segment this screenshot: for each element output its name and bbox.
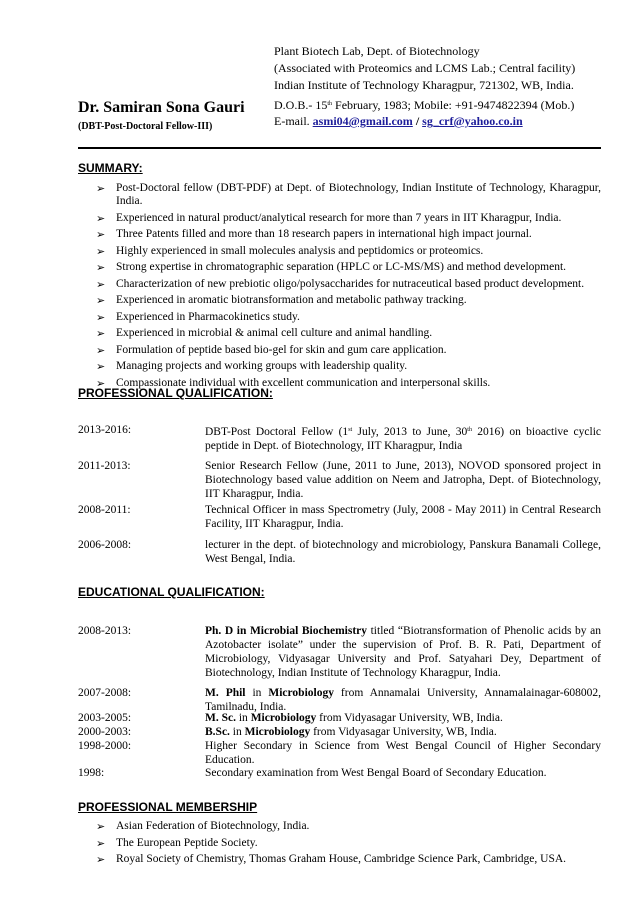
professional-entry: [78, 503, 601, 531]
email-separator: /: [412, 114, 423, 128]
entry-description: M. Sc. in Microbiology from Vidyasagar University, WB, India.: [205, 712, 503, 724]
membership-heading: PROFESSIONAL MEMBERSHIP: [78, 800, 258, 814]
list-item: ➢ Characterization of new prebiotic oligo/polysaccharides for nutraceutical based product development.: [96, 277, 585, 291]
education-entry: [78, 624, 601, 680]
list-item: ➢ Three Patents filled and more than 18 research papers in international high impact journal.: [96, 228, 532, 241]
arrow-bullet-icon: ➢: [96, 310, 106, 324]
education-entry: [78, 711, 601, 725]
entry-years: 1998-2000:: [78, 740, 132, 752]
arrow-bullet-icon: ➢: [96, 211, 106, 225]
candidate-title: (DBT-Post-Doctoral Fellow-III): [78, 121, 213, 132]
entry-description: Technical Officer in mass Spectrometry (July, 2008 - May 2011) in Central Research Facility, IIT Kharagpur, India.: [205, 504, 601, 530]
professional-entry: [78, 423, 601, 453]
membership-list: [96, 820, 601, 870]
entry-description: Higher Secondary in Science from West Bengal Council of Higher Secondary Education.: [205, 740, 601, 766]
entry-years: 2006-2008:: [78, 539, 132, 551]
candidate-name: Dr. Samiran Sona Gauri: [78, 99, 245, 116]
dob-prefix: D.O.B.- 15: [274, 98, 328, 112]
entry-description: Senior Research Fellow (June, 2011 to June, 2013), NOVOD sponsored project in Biotechnology based value addition on Neem and Jatropha, Dept. of Biotechnology, IIT Kharagpur, India.: [205, 460, 601, 500]
entry-description: DBT-Post Doctoral Fellow (1st July, 2013 to June, 30th 2016) on bioactive cyclic peptide in Dept. of Biotechnology, IIT Kharagpur, India: [205, 426, 602, 452]
email-link-1[interactable]: asmi04@gmail.com: [312, 114, 413, 128]
entry-years: 2008-2013:: [78, 625, 132, 637]
list-item: ➢ The European Peptide Society.: [96, 836, 258, 850]
professional-entry: [78, 459, 601, 501]
arrow-bullet-icon: ➢: [96, 327, 106, 340]
professional-heading: PROFESSIONAL QUALIFICATION:: [78, 386, 273, 400]
list-item: ➢ Experienced in natural product/analytical research for more than 7 years in IIT Kharagpur, India.: [96, 211, 562, 225]
list-item: ➢ Compassionate individual with excellent communication and interpersonal skills.: [96, 376, 491, 390]
list-item: ➢ Experienced in Pharmacokinetics study.: [96, 310, 300, 324]
education-entry: [78, 686, 601, 714]
entry-years: 2008-2011:: [78, 504, 131, 516]
list-item: ➢ Managing projects and working groups with leadership quality.: [96, 360, 408, 373]
education-entry: [78, 739, 601, 767]
entry-years: 2007-2008:: [78, 687, 132, 699]
address-line-3: Indian Institute of Technology Kharagpur, 721302, WB, India.: [274, 78, 574, 92]
arrow-bullet-icon: ➢: [96, 182, 106, 195]
entry-years: 2000-2003:: [78, 726, 132, 738]
list-item: ➢ Asian Federation of Biotechnology, India.: [96, 820, 310, 833]
address-line-1: Plant Biotech Lab, Dept. of Biotechnology: [274, 44, 480, 58]
list-item: ➢ Experienced in aromatic biotransformation and metabolic pathway tracking.: [96, 294, 467, 307]
entry-description: Secondary examination from West Bengal Board of Secondary Education.: [205, 767, 547, 779]
contact-block: [274, 43, 614, 130]
entry-years: 2011-2013:: [78, 460, 131, 472]
arrow-bullet-icon: ➢: [96, 294, 106, 307]
entry-years: 2003-2005:: [78, 712, 132, 724]
summary-heading: SUMMARY:: [78, 161, 143, 175]
address-line-2: (Associated with Proteomics and LCMS Lab.; Central facility): [274, 61, 576, 75]
entry-years: 1998:: [78, 767, 105, 779]
arrow-bullet-icon: ➢: [96, 244, 106, 258]
list-item: ➢ Formulation of peptide based bio-gel for skin and gum care application.: [96, 343, 447, 357]
dob-sup: th: [327, 101, 333, 107]
list-item: ➢ Experienced in microbial & animal cell culture and animal handling.: [96, 327, 433, 340]
arrow-bullet-icon: ➢: [96, 343, 106, 357]
email-label: E-mail.: [274, 114, 313, 128]
professional-entry: [78, 538, 601, 566]
list-item: ➢ Post-Doctoral fellow (DBT-PDF) at Dept. of Biotechnology, Indian Institute of Technology, Kharagpur, India.: [96, 182, 601, 207]
arrow-bullet-icon: ➢: [96, 277, 106, 291]
header-divider: [78, 147, 601, 149]
education-entry: [78, 766, 601, 780]
list-item: ➢ Strong expertise in chromatographic separation (HPLC or LC-MS/MS) and method development.: [96, 261, 567, 274]
entry-description: B.Sc. in Microbiology from Vidyasagar University, WB, India.: [205, 726, 497, 738]
list-item: ➢ Royal Society of Chemistry, Thomas Graham House, Cambridge Science Park, Cambridge, USA.: [96, 853, 567, 866]
entry-years: 2013-2016:: [78, 424, 132, 436]
entry-description: lecturer in the dept. of biotechnology and microbiology, Panskura Banamali College, West Bengal, India.: [205, 539, 601, 565]
arrow-bullet-icon: ➢: [96, 376, 106, 390]
name-block: [78, 99, 268, 133]
education-heading: EDUCATIONAL QUALIFICATION:: [78, 585, 265, 599]
entry-description: M. Phil in Microbiology from Annamalai University, Annamalainagar-608002, Tamilnadu, India.: [205, 687, 601, 713]
arrow-bullet-icon: ➢: [96, 836, 106, 850]
arrow-bullet-icon: ➢: [96, 820, 106, 833]
summary-list: [96, 182, 601, 393]
arrow-bullet-icon: ➢: [96, 261, 106, 274]
education-entry: [78, 725, 601, 739]
entry-description: Ph. D in Microbial Biochemistry titled “Biotransformation of Phenolic acids by an Azotobacter isolate” under the supervision of Prof. B. R. Pati, Department of Microbiology, Vidyasagar University and Prof. Satyahari Dey, Department of Biotechnology, Indian Institute of Technology Kharagpur, India.: [205, 625, 601, 679]
arrow-bullet-icon: ➢: [96, 360, 106, 373]
arrow-bullet-icon: ➢: [96, 853, 106, 866]
dob-rest: February, 1983; Mobile: +91-9474822394 (Mob.): [332, 98, 575, 112]
list-item: ➢ Highly experienced in small molecules analysis and peptidomics or proteomics.: [96, 244, 484, 258]
arrow-bullet-icon: ➢: [96, 228, 106, 241]
dob-mobile-line: [274, 96, 614, 113]
email-link-2[interactable]: sg_crf@yahoo.co.in: [422, 114, 523, 128]
email-line: [274, 113, 614, 130]
